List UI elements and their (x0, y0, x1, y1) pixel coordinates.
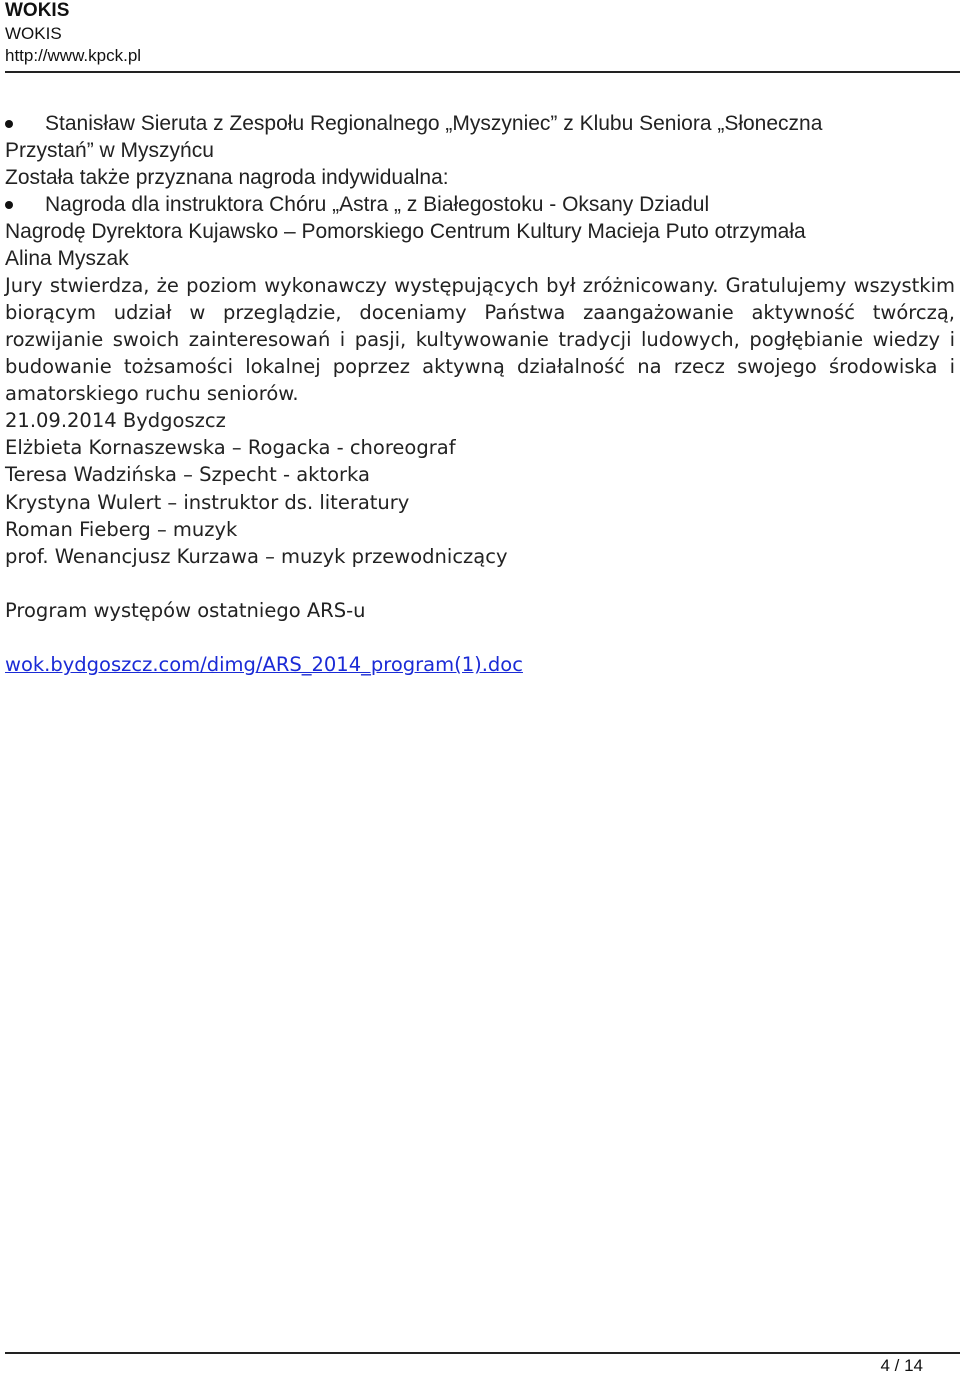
site-subtitle: WOKIS (5, 24, 62, 43)
site-title: WOKIS (5, 0, 70, 21)
bullet-icon (5, 201, 13, 209)
director-award-recipient: Alina Myszak (5, 247, 129, 270)
individual-award-label: Została także przyznana nagroda indywidualna: (5, 166, 449, 189)
jury-statement: Jury stwierdza, że poziom wykonawczy występujących był zróżnicowany. Gratulujemy wszystkim biorącym udział w przeglądzie, doceniamy Państwa zaangażowanie aktywność twórczą, rozwijanie swoich zainteresowań i pasji, kultywowanie tradycji ludowych, pogłębianie wiedzy i budowanie tożsamości lokalnej poprzez aktywną działalność na rzecz swojego środowiska i amatorskiego ruchu seniorów. (5, 274, 955, 405)
spacer (5, 624, 955, 651)
program-link[interactable]: wok.bydgoszcz.com/dimg/ARS_2014_program(1).doc (5, 653, 523, 677)
page-number: 4 / 14 (880, 1356, 923, 1375)
jury-member: Elżbieta Kornaszewska – Rogacka - choreograf (5, 436, 456, 460)
jury-member: Roman Fieberg – muzyk (5, 517, 238, 541)
bullet-text: Stanisław Sieruta z Zespołu Regionalnego „Myszyniec” z Klubu Seniora „Słoneczna (45, 112, 823, 135)
director-award-text: Nagrodę Dyrektora Kujawsko – Pomorskiego Centrum Kultury Macieja Puto otrzymała (5, 220, 806, 243)
bullet-text: Nagroda dla instruktora Chóru „Astra „ z Białegostoku - Oksany Dziadul (45, 193, 710, 216)
bullet-item-continuation: Przystań” w Myszyńcu (5, 139, 214, 162)
header-divider (5, 71, 960, 73)
jury-chair: prof. Wenancjusz Kurzawa – muzyk przewodniczący (5, 545, 508, 569)
program-heading: Program występów ostatniego ARS-u (5, 599, 366, 623)
footer-divider (5, 1352, 960, 1354)
spacer (5, 570, 955, 597)
bullet-icon (5, 120, 13, 128)
jury-member: Teresa Wadzińska – Szpecht - aktorka (5, 463, 370, 487)
page-header (5, 0, 960, 67)
bullet-item-award-2 (5, 191, 955, 218)
bullet-item-award-1 (5, 110, 955, 137)
article-body (5, 110, 955, 678)
site-url[interactable]: http://www.kpck.pl (5, 46, 142, 65)
jury-member: Krystyna Wulert – instruktor ds. literatury (5, 490, 410, 514)
date-place: 21.09.2014 Bydgoszcz (5, 409, 226, 432)
